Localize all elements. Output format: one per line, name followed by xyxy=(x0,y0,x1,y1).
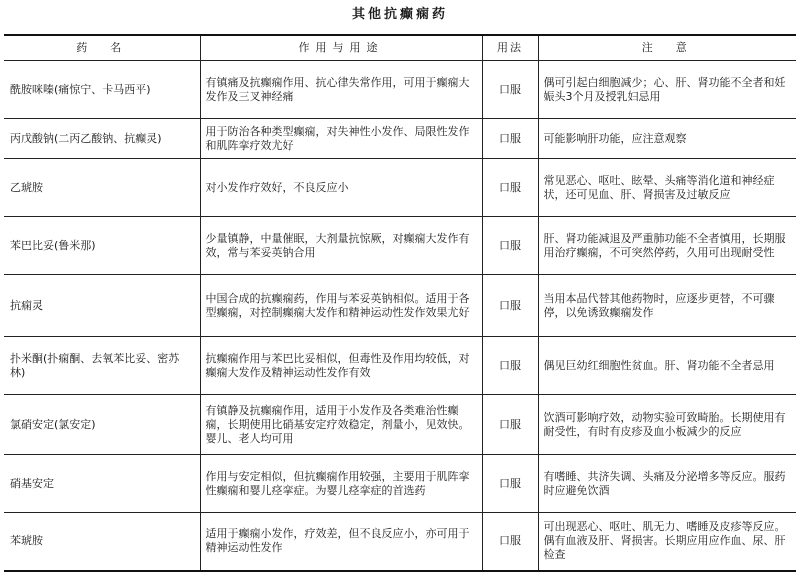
drug-route: 口服 xyxy=(482,275,538,337)
drug-notes: 饮酒可影响疗效，动物实验可致畸胎。长期使用有耐受性，有时有皮疹及血小板减少的反应 xyxy=(538,395,796,455)
drug-name: 苯巴比妥(鲁米那) xyxy=(4,217,200,275)
drug-route: 口服 xyxy=(482,119,538,159)
header-usage: 作用与用途 xyxy=(200,35,482,61)
table-title: 其他抗癫痫药 xyxy=(351,7,448,22)
table-row xyxy=(4,395,796,455)
table-row xyxy=(4,61,796,119)
drug-name: 硝基安定 xyxy=(4,455,200,513)
drug-usage: 用于防治各种类型癫痫，对失神性小发作、局限性发作和肌阵挛疗效尤好 xyxy=(200,119,482,159)
drug-notes: 可能影响肝功能，应注意观察 xyxy=(538,119,796,159)
drug-notes: 偶见巨幼红细胞性贫血。肝、肾功能不全者忌用 xyxy=(538,337,796,395)
drug-usage: 中国合成的抗癫痫药，作用与苯妥英钠相似。适用于各型癫痫，对控制癫痫大发作和精神运动性发作效果尤好 xyxy=(200,275,482,337)
drug-name: 苯琥胺 xyxy=(4,513,200,571)
table-row xyxy=(4,119,796,159)
drug-usage: 有镇静及抗癫痫作用，适用于小发作及各类难治性癫痫，长期使用比硝基安定疗效稳定，剂量小，见效快。婴儿、老人均可用 xyxy=(200,395,482,455)
drug-notes: 当用本品代替其他药物时，应逐步更替，不可骤停，以免诱致癫痫发作 xyxy=(538,275,796,337)
drug-table xyxy=(4,34,796,572)
drug-route: 口服 xyxy=(482,395,538,455)
drug-usage: 作用与安定相似，但抗癫痫作用较强，主要用于肌阵挛性癫痫和婴儿痉挛症。为婴儿痉挛症的首选药 xyxy=(200,455,482,513)
drug-name: 乙琥胺 xyxy=(4,159,200,217)
table-row xyxy=(4,455,796,513)
header-row xyxy=(4,35,796,61)
table-row xyxy=(4,159,796,217)
header-name: 药 名 xyxy=(4,35,200,61)
drug-usage: 抗癫痫作用与苯巴比妥相似，但毒性及作用均较低，对癫痫大发作及精神运动性发作有效 xyxy=(200,337,482,395)
table-row xyxy=(4,275,796,337)
drug-usage: 适用于癫痫小发作，疗效差，但不良反应小，亦可用于精神运动性发作 xyxy=(200,513,482,571)
drug-name: 丙戊酸钠(二丙乙酸钠、抗癫灵) xyxy=(4,119,200,159)
drug-notes: 偶可引起白细胞减少；心、肝、肾功能不全者和妊娠头3个月及授乳妇忌用 xyxy=(538,61,796,119)
drug-notes: 有嗜睡、共济失调、头痛及分泌增多等反应。服药时应避免饮酒 xyxy=(538,455,796,513)
drug-route: 口服 xyxy=(482,337,538,395)
table-row xyxy=(4,337,796,395)
drug-usage: 有镇痛及抗癫痫作用、抗心律失常作用，可用于癫痫大发作及三叉神经痛 xyxy=(200,61,482,119)
drug-usage: 对小发作疗效好，不良反应小 xyxy=(200,159,482,217)
header-route: 用法 xyxy=(482,35,538,61)
drug-name: 酰胺咪嗪(痛惊宁、卡马西平) xyxy=(4,61,200,119)
drug-notes: 肝、肾功能减退及严重肺功能不全者慎用，长期服用治疗癫痫，不可突然停药，久用可出现耐受性 xyxy=(538,217,796,275)
drug-name: 扑米酮(扑痫酮、去氧苯比妥、密苏林) xyxy=(4,337,200,395)
header-notes: 注 意 xyxy=(538,35,796,61)
table-row xyxy=(4,513,796,571)
drug-route: 口服 xyxy=(482,455,538,513)
drug-route: 口服 xyxy=(482,159,538,217)
table-row xyxy=(4,217,796,275)
drug-name: 抗痫灵 xyxy=(4,275,200,337)
drug-route: 口服 xyxy=(482,217,538,275)
drug-notes: 常见恶心、呕吐、眩晕、头痛等消化道和神经症状，还可见血、肝、肾损害及过敏反应 xyxy=(538,159,796,217)
drug-usage: 少量镇静，中量催眠，大剂量抗惊厥，对癫痫大发作有效，常与苯妥英钠合用 xyxy=(200,217,482,275)
drug-route: 口服 xyxy=(482,61,538,119)
drug-route: 口服 xyxy=(482,513,538,571)
drug-name: 氯硝安定(氯安定) xyxy=(4,395,200,455)
drug-notes: 可出现恶心、呕吐、肌无力、嗜睡及皮疹等反应。偶有血液及肝、肾损害。长期应用应作血、尿、肝检查 xyxy=(538,513,796,571)
